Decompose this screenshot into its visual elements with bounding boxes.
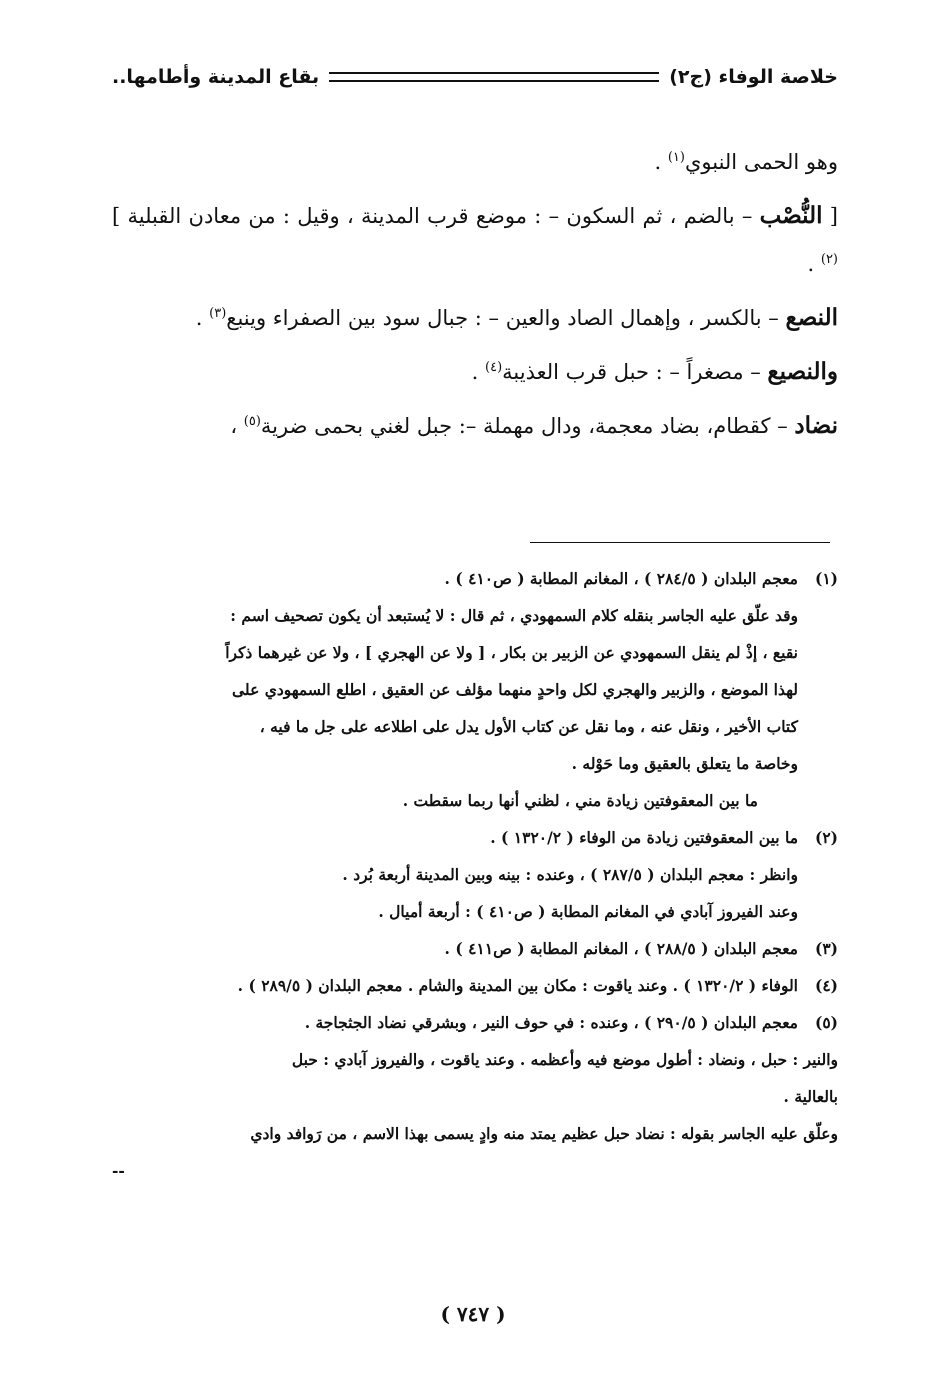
footnote-5: (٥) معجم البلدان ( ٢٩٠/٥ ) ، وعنده : في حوف النير ، وبشرقي نضاد الجثجاجة . [112, 1004, 838, 1041]
footnote-ref-3: (٣) [209, 306, 227, 321]
footnotes [112, 560, 838, 1189]
footnote-line: نقيع ، إذْ لم ينقل السمهودي عن الزبير بن بكار ، [ ولا عن الهجري ] ، ولا عن غيرهما ذكراً [225, 643, 798, 662]
footnote-line: لهذا الموضع ، والزبير والهجري لكل واحدٍ منهما مؤلف عن العقيق ، اطلع السمهودي على [232, 680, 798, 699]
footnote-number: (٥) [814, 1013, 838, 1032]
entry-term: النصع [785, 304, 838, 331]
main-text [112, 138, 838, 456]
footnote-ref-4: (٤) [485, 360, 503, 375]
section-title: بقاع المدينة وأطامها.. [112, 66, 320, 88]
footnote-line: وانظر : معجم البلدان ( ٢٨٧/٥ ) ، وعنده : بينه وبين المدينة أربعة بُرد . [342, 865, 798, 884]
entry-term: نضاد [794, 412, 838, 439]
footnote-number: (٣) [814, 939, 838, 958]
running-header [112, 60, 838, 94]
entry-term: النُّصْب [759, 202, 823, 229]
entry-nidad: نضاد – كقطام، بضاد معجمة، ودال مهملة –: جبل لغني بحمى ضرية$^{(٥)}$ ، [230, 412, 838, 439]
footnote-3: (٣) معجم البلدان ( ٢٨٨/٥ ) ، المغانم المطابة ( ص٤١١ ) . [112, 930, 838, 967]
footnote-ref-2: (٢) [820, 252, 838, 267]
footnote-separator [530, 542, 830, 543]
entry-nusay: والنصيع – مصغراً – : حبل قرب العذيبة$^{(٤)}$ . [471, 358, 838, 385]
footnote-number: (٢) [814, 828, 838, 847]
footnote-line: ما بين المعقوفتين زيادة مني ، لظني أنها ربما سقطت . [402, 791, 758, 810]
entry-term: والنصيع [767, 358, 838, 385]
continuation-mark: -- [112, 1161, 125, 1180]
footnote-line: والنير : حبل ، ونضاد : أطول موضع فيه وأعظمه . وعند ياقوت ، والفيروز آبادي : حبل [291, 1050, 838, 1069]
footnote-1: (١) معجم البلدان ( ٢٨٤/٥ ) ، المغانم المطابة ( ص٤١٠ ) . [112, 560, 838, 597]
footnote-2: (٢) ما بين المعقوفتين زيادة من الوفاء ( ١٣٢٠/٢ ) . [112, 819, 838, 856]
footnote-line: وعلّق عليه الجاسر بقوله : نضاد حبل عظيم يمتد منه وادٍ يسمى بهذا الاسم ، من رَوافد وادي [250, 1124, 838, 1143]
entry-nas: النصع – بالكسر ، وإهمال الصاد والعين – : جبال سود بين الصفراء وينبع$^{(٣)}$ . [195, 304, 838, 331]
footnote-line: وعند الفيروز آبادي في المغانم المطابة ( ص٤١٠ ) : أربعة أميال . [378, 902, 798, 921]
footnote-number: (٤) [814, 976, 838, 995]
footnote-line: بالعالية . [783, 1087, 838, 1106]
footnote-ref-1: (١) [667, 150, 685, 165]
footnote-number: (١) [814, 569, 838, 588]
header-rule [329, 72, 659, 82]
footnote-4: (٤) الوفاء ( ١٣٢٠/٢ ) . وعند ياقوت : مكان بين المدينة والشام . معجم البلدان ( ٢٨٩/٥ ) . [112, 967, 838, 1004]
footnote-ref-5: (٥) [243, 414, 261, 429]
page-number: ( ٧٤٧ ) [440, 1302, 506, 1326]
footnote-line: وخاصة ما يتعلق بالعقيق وما حَوْله . [571, 754, 798, 773]
footnote-line: وقد علّق عليه الجاسر بنقله كلام السمهودي ، ثم قال : لا يُستبعد أن يكون تصحيف اسم : [230, 606, 798, 625]
entry-nusb: [ النُّصْب – بالضم ، ثم السكون – : موضع قرب المدينة ، وقيل : من معادن القبلية ]$^{(٢)}$ . [112, 202, 838, 276]
footnote-line: كتاب الأخير ، ونقل عنه ، وما نقل عن كتاب الأول يدل على اطلاعه على جل ما فيه ، [259, 717, 798, 736]
book-title: خلاصة الوفاء (ج٢) [669, 66, 838, 88]
paragraph-1: وهو الحمى النبوي$^{(١)}$ . [654, 150, 838, 174]
